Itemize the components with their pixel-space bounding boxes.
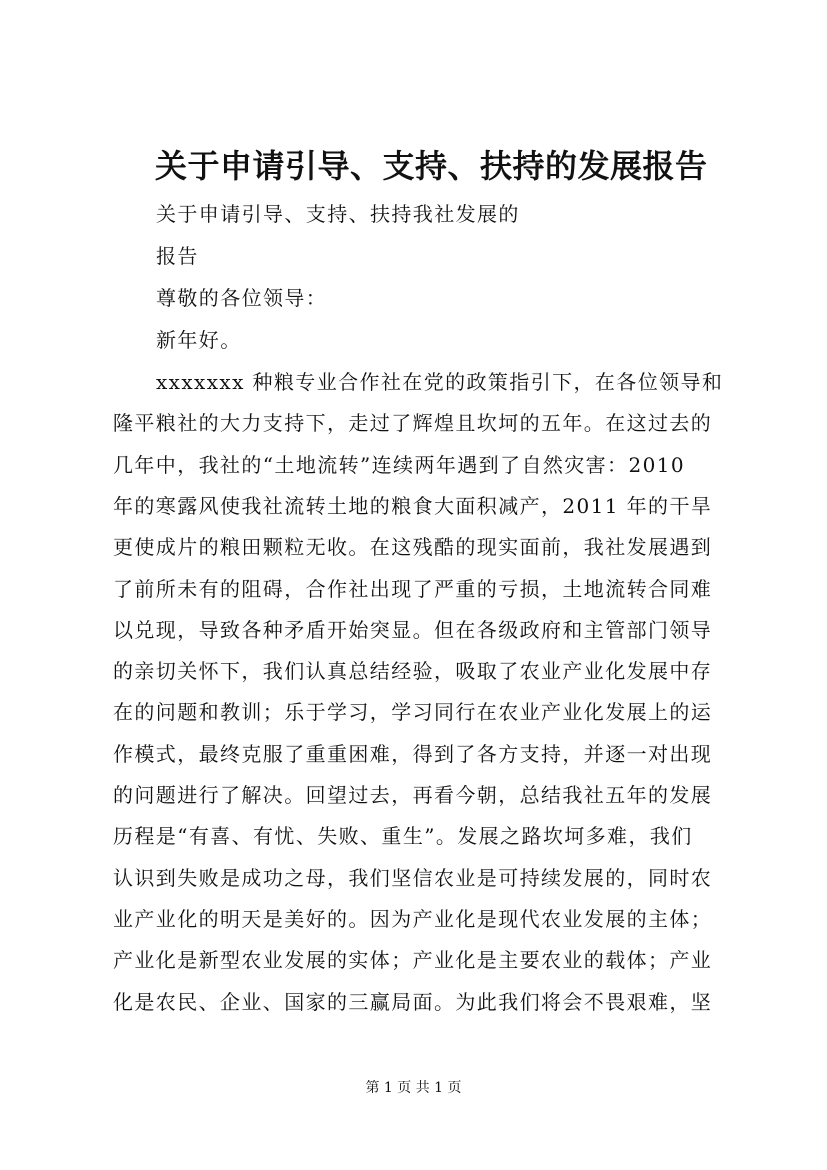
body-line: 隆平粮社的大力支持下，走过了辉煌且坎坷的五年。在这过去的 [113, 411, 713, 435]
body-line: 的亲切关怀下，我们认真总结经验，吸取了农业产业化发展中存 [113, 659, 713, 683]
body-line: 产业化是新型农业发展的实体；产业化是主要农业的载体；产业 [113, 948, 713, 972]
body-line: 认识到失败是成功之母，我们坚信农业是可持续发展的，同时农 [113, 866, 713, 890]
body-line: 年的寒露风使我社流转土地的粮食大面积减产，2011 年的干旱 [113, 494, 713, 518]
subtitle-line-1: 关于申请引导、支持、扶持我社发展的 [156, 202, 520, 226]
body-line: 历程是“有喜、有忧、失败、重生”。发展之路坎坷多难，我们 [113, 824, 693, 848]
body-line: 作模式，最终克服了重重困难，得到了各方支持，并逐一对出现 [113, 742, 713, 766]
body-line: 更使成片的粮田颗粒无收。在这残酷的现实面前，我社发展遇到 [113, 535, 713, 559]
greeting: 新年好。 [156, 328, 242, 352]
body-line: xxxxxxx 种粮专业合作社在党的政策指引下，在各位领导和 [156, 370, 724, 394]
body-line: 业产业化的明天是美好的。因为产业化是现代农业发展的主体； [113, 907, 713, 931]
body-line: 几年中，我社的“土地流转”连续两年遇到了自然灾害：2010 [113, 453, 685, 477]
body-line: 了前所未有的阻碍，合作社出现了严重的亏损，土地流转合同难 [113, 577, 713, 601]
body-line: 在的问题和教训；乐于学习，学习同行在农业产业化发展上的运 [113, 700, 713, 724]
salutation: 尊敬的各位领导： [156, 286, 328, 310]
document-title: 关于申请引导、支持、扶持的发展报告 [155, 147, 708, 185]
body-line: 以兑现，导致各种矛盾开始突显。但在各级政府和主管部门领导 [113, 618, 713, 642]
body-line: 化是农民、企业、国家的三赢局面。为此我们将会不畏艰难，坚 [113, 990, 713, 1014]
page-footer: 第 1 页 共 1 页 [365, 1080, 462, 1096]
body-line: 的问题进行了解决。回望过去，再看今朝，总结我社五年的发展 [113, 783, 713, 807]
subtitle-line-2: 报告 [156, 244, 199, 268]
